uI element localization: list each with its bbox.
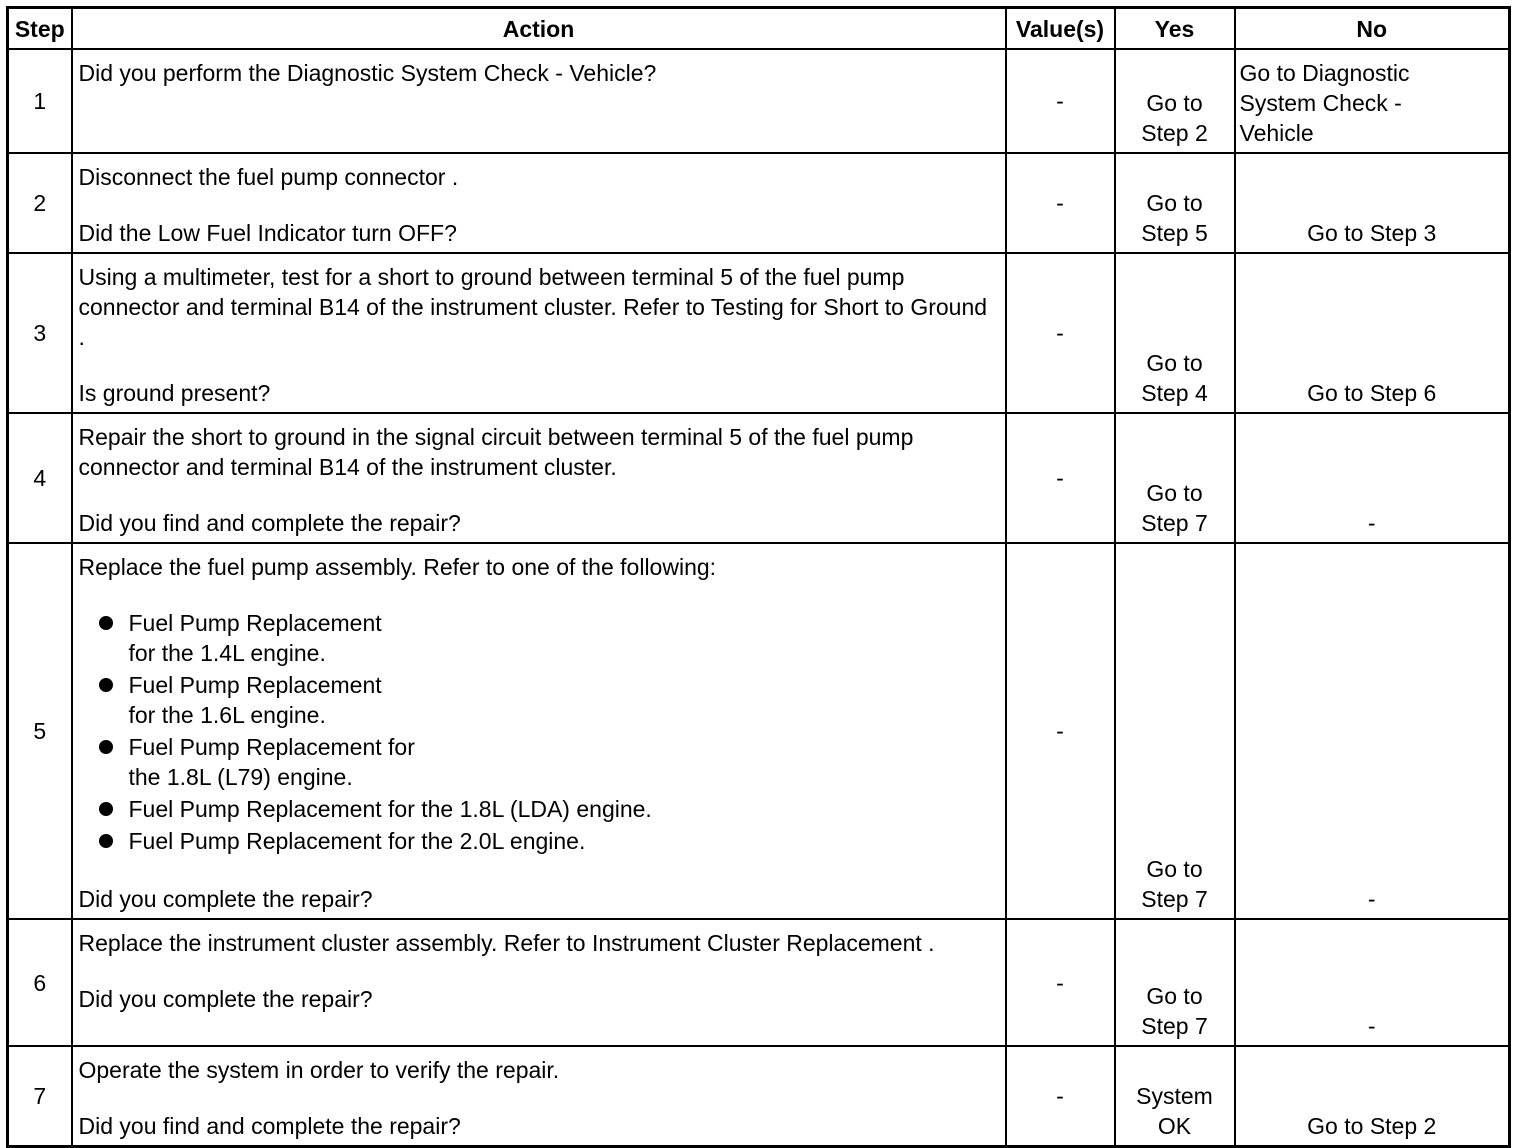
value-cell: - (1006, 919, 1115, 1046)
action-cell (72, 1046, 1006, 1147)
action-text: Using a multimeter, test for a short to ground between terminal 5 of the fuel pump connector and terminal B14 of the instrument cluster. Refer to Testing for Short to Ground . (78, 264, 988, 350)
table-row (8, 253, 1510, 413)
value-cell: - (1006, 1046, 1115, 1147)
bullet-icon (99, 616, 113, 630)
table-row (8, 919, 1510, 1046)
bullet-icon (99, 740, 113, 754)
action-question: Did the Low Fuel Indicator turn OFF? (78, 220, 457, 246)
bullet-icon (99, 678, 113, 692)
action-text: Did you perform the Diagnostic System Check - Vehicle? (78, 60, 657, 86)
action-cell (72, 413, 1006, 543)
step-number: 4 (8, 413, 72, 543)
list-item (99, 732, 429, 792)
action-text: Repair the short to ground in the signal circuit between terminal 5 of the fuel pump connector and terminal B14 of the instrument cluster. (78, 424, 914, 480)
no-cell: - (1235, 543, 1510, 919)
list-item-text: Fuel Pump Replacement for the 1.8L (LDA) engine. (128, 796, 652, 822)
action-cell (72, 543, 1006, 919)
table-row (8, 543, 1510, 919)
list-item-text: Fuel Pump Replacement for the 2.0L engine. (128, 828, 586, 854)
no-cell: - (1235, 919, 1510, 1046)
bullet-icon (99, 802, 113, 816)
step-number: 5 (8, 543, 72, 919)
no-cell: - (1235, 413, 1510, 543)
action-question: Did you find and complete the repair? (78, 510, 461, 536)
yes-cell: Go to Step 7 (1115, 413, 1235, 543)
action-question: Did you find and complete the repair? (78, 1113, 461, 1139)
action-text: Replace the fuel pump assembly. Refer to one of the following: (78, 554, 717, 580)
action-cell (72, 49, 1006, 153)
action-text: Disconnect the fuel pump connector . (78, 164, 459, 190)
yes-cell: Go to Step 7 (1115, 543, 1235, 919)
yes-cell: Go to Step 2 (1115, 49, 1235, 153)
list-item (99, 826, 829, 856)
value-cell: - (1006, 253, 1115, 413)
value-cell: - (1006, 543, 1115, 919)
step-number: 2 (8, 153, 72, 253)
yes-cell: System OK (1115, 1046, 1235, 1147)
yes-cell: Go to Step 4 (1115, 253, 1235, 413)
no-cell: Go to Step 3 (1235, 153, 1510, 253)
action-text: Replace the instrument cluster assembly. Refer to Instrument Cluster Replacement . (78, 930, 935, 956)
yes-cell: Go to Step 7 (1115, 919, 1235, 1046)
value-cell: - (1006, 153, 1115, 253)
list-item-text: Fuel Pump Replacement for the 1.6L engine. (128, 672, 382, 728)
step-number: 7 (8, 1046, 72, 1147)
table-row (8, 413, 1510, 543)
diagnostic-table (6, 6, 1511, 1148)
action-question: Did you complete the repair? (78, 986, 373, 1012)
list-item-text: Fuel Pump Replacement for the 1.4L engine. (128, 610, 382, 666)
header-action: Action (72, 8, 1006, 50)
header-no: No (1235, 8, 1510, 50)
replacement-list (79, 608, 999, 856)
list-item (99, 670, 389, 730)
step-number: 6 (8, 919, 72, 1046)
header-row (8, 8, 1510, 50)
table-row (8, 49, 1510, 153)
action-text: Operate the system in order to verify the repair. (78, 1057, 560, 1083)
no-cell: Go to Step 2 (1235, 1046, 1510, 1147)
step-number: 3 (8, 253, 72, 413)
list-item (99, 608, 389, 668)
header-yes: Yes (1115, 8, 1235, 50)
list-item-text: Fuel Pump Replacement for the 1.8L (L79) engine. (128, 734, 415, 790)
bullet-icon (99, 834, 113, 848)
header-step: Step (8, 8, 72, 50)
value-cell: - (1006, 413, 1115, 543)
no-cell: Go to Diagnostic System Check - Vehicle (1235, 49, 1510, 153)
no-cell: Go to Step 6 (1235, 253, 1510, 413)
action-cell (72, 153, 1006, 253)
step-number: 1 (8, 49, 72, 153)
table-row (8, 1046, 1510, 1147)
action-question: Is ground present? (78, 380, 271, 406)
action-question: Did you complete the repair? (78, 886, 373, 912)
value-cell: - (1006, 49, 1115, 153)
header-values: Value(s) (1006, 8, 1115, 50)
yes-cell: Go to Step 5 (1115, 153, 1235, 253)
action-cell (72, 919, 1006, 1046)
table-row (8, 153, 1510, 253)
list-item (99, 794, 829, 824)
action-cell (72, 253, 1006, 413)
